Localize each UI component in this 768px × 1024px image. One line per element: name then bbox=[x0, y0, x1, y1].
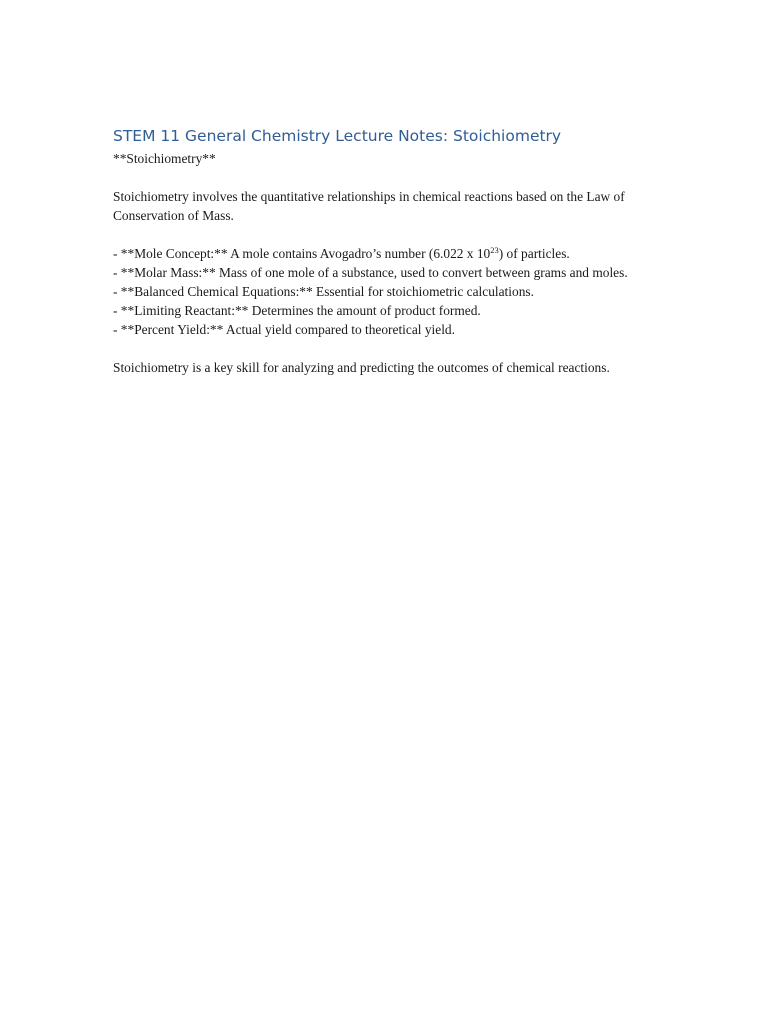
paragraph-spacer bbox=[113, 168, 673, 187]
mole-concept-text-end: ) of particles. bbox=[498, 246, 570, 261]
list-item-mole-concept bbox=[113, 244, 673, 263]
exponent-superscript: 23 bbox=[490, 245, 499, 255]
mole-concept-text: - **Mole Concept:** A mole contains Avogadro’s number (6.022 x 10 bbox=[113, 246, 491, 261]
paragraph-spacer bbox=[113, 339, 673, 358]
document-subtitle: **Stoichiometry** bbox=[113, 151, 216, 166]
intro-paragraph: Stoichiometry involves the quantitative relationships in chemical reactions based on the Law of Conservation of Mass. bbox=[113, 189, 625, 223]
document-content bbox=[113, 124, 673, 377]
paragraph-spacer bbox=[113, 225, 673, 244]
list-item-limiting-reactant: - **Limiting Reactant:** Determines the amount of product formed. bbox=[113, 303, 481, 318]
list-item-molar-mass: - **Molar Mass:** Mass of one mole of a substance, used to convert between grams and moles. bbox=[113, 265, 628, 280]
list-item-percent-yield: - **Percent Yield:** Actual yield compared to theoretical yield. bbox=[113, 322, 455, 337]
conclusion-paragraph: Stoichiometry is a key skill for analyzing and predicting the outcomes of chemical reactions. bbox=[113, 360, 610, 375]
key-concepts-list bbox=[113, 244, 673, 339]
list-item-balanced-equations: - **Balanced Chemical Equations:** Essential for stoichiometric calculations. bbox=[113, 284, 534, 299]
document-title: STEM 11 General Chemistry Lecture Notes: Stoichiometry bbox=[113, 127, 562, 145]
document-body bbox=[113, 149, 673, 377]
